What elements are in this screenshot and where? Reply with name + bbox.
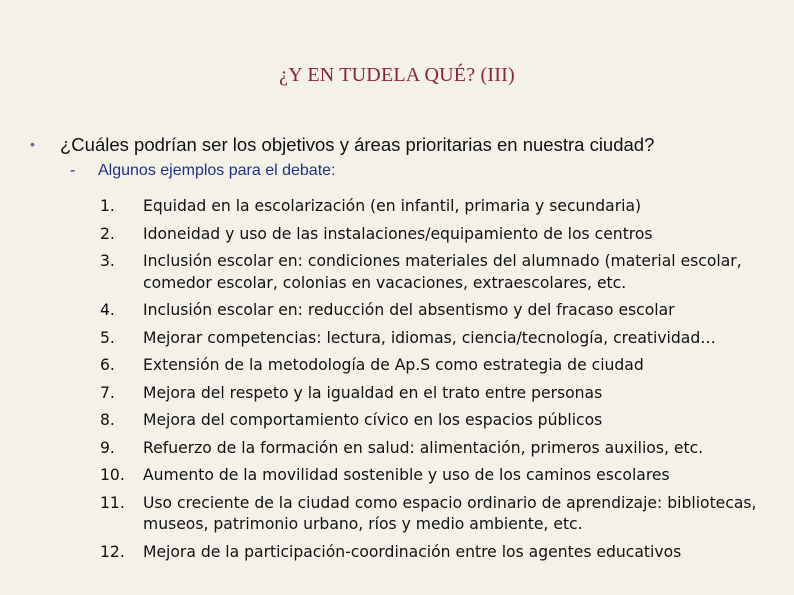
sub-bullet-text: Algunos ejemplos para el debate: (98, 162, 336, 179)
list-item (100, 435, 790, 463)
list-item (100, 221, 790, 249)
list-item-number: 4. (100, 301, 115, 319)
sub-bullet (70, 162, 336, 180)
list-item (100, 248, 790, 297)
main-bullet (30, 134, 654, 156)
list-item-text: Extensión de la metodología de Ap.S como estrategia de ciudad (143, 356, 644, 374)
objectives-list (100, 193, 790, 566)
list-item-number: 2. (100, 224, 115, 243)
list-item (100, 193, 790, 221)
list-item (100, 462, 790, 490)
list-item-number: 7. (100, 383, 115, 402)
list-item-number: 10. (100, 466, 125, 484)
list-item (100, 352, 790, 380)
list-item (100, 539, 790, 567)
list-item (100, 297, 790, 325)
sub-bullet-marker: - (70, 162, 76, 179)
list-item-text: Uso creciente de la ciudad como espacio ordinario de aprendizaje: bibliotecas, museos, patrimonio urbano, ríos y medio ambiente, etc. (143, 493, 757, 533)
slide-title: ¿Y EN TUDELA QUÉ? (III) (279, 64, 515, 86)
list-item-number: 1. (100, 197, 115, 215)
list-item-text: Inclusión escolar en: reducción del absentismo y del fracaso escolar (143, 301, 675, 319)
list-item-text: Mejorar competencias: lectura, idiomas, ciencia/tecnología, creatividad… (143, 328, 716, 347)
list-item (100, 325, 790, 353)
list-item-text: Mejora del respeto y la igualdad en el trato entre personas (143, 383, 603, 402)
list-item-number: 11. (100, 493, 125, 512)
list-item-number: 12. (100, 542, 125, 561)
list-item (100, 490, 790, 539)
list-item (100, 407, 790, 435)
list-item-text: Mejora del comportamiento cívico en los espacios públicos (143, 411, 603, 429)
list-item-number: 3. (100, 252, 115, 270)
list-item-number: 8. (100, 411, 115, 429)
list-item-text: Equidad en la escolarización (en infantil, primaria y secundaria) (143, 197, 642, 215)
list-item-number: 6. (100, 356, 115, 374)
list-item-number: 5. (100, 328, 115, 347)
list-item-number: 9. (100, 438, 115, 457)
list-item (100, 380, 790, 408)
list-item-text: Refuerzo de la formación en salud: alimentación, primeros auxilios, etc. (143, 438, 704, 457)
list-item-text: Idoneidad y uso de las instalaciones/equipamiento de los centros (143, 224, 653, 243)
main-bullet-text: ¿Cuáles podrían ser los objetivos y áreas prioritarias en nuestra ciudad? (60, 134, 655, 155)
list-item-text: Mejora de la participación-coordinación entre los agentes educativos (143, 542, 682, 561)
bullet-marker: • (30, 136, 35, 152)
list-item-text: Inclusión escolar en: condiciones materiales del alumnado (material escolar, comedor escolar, colonias en vacaciones, extraescolares, etc. (143, 252, 742, 292)
list-item-text: Aumento de la movilidad sostenible y uso de los caminos escolares (143, 466, 670, 484)
